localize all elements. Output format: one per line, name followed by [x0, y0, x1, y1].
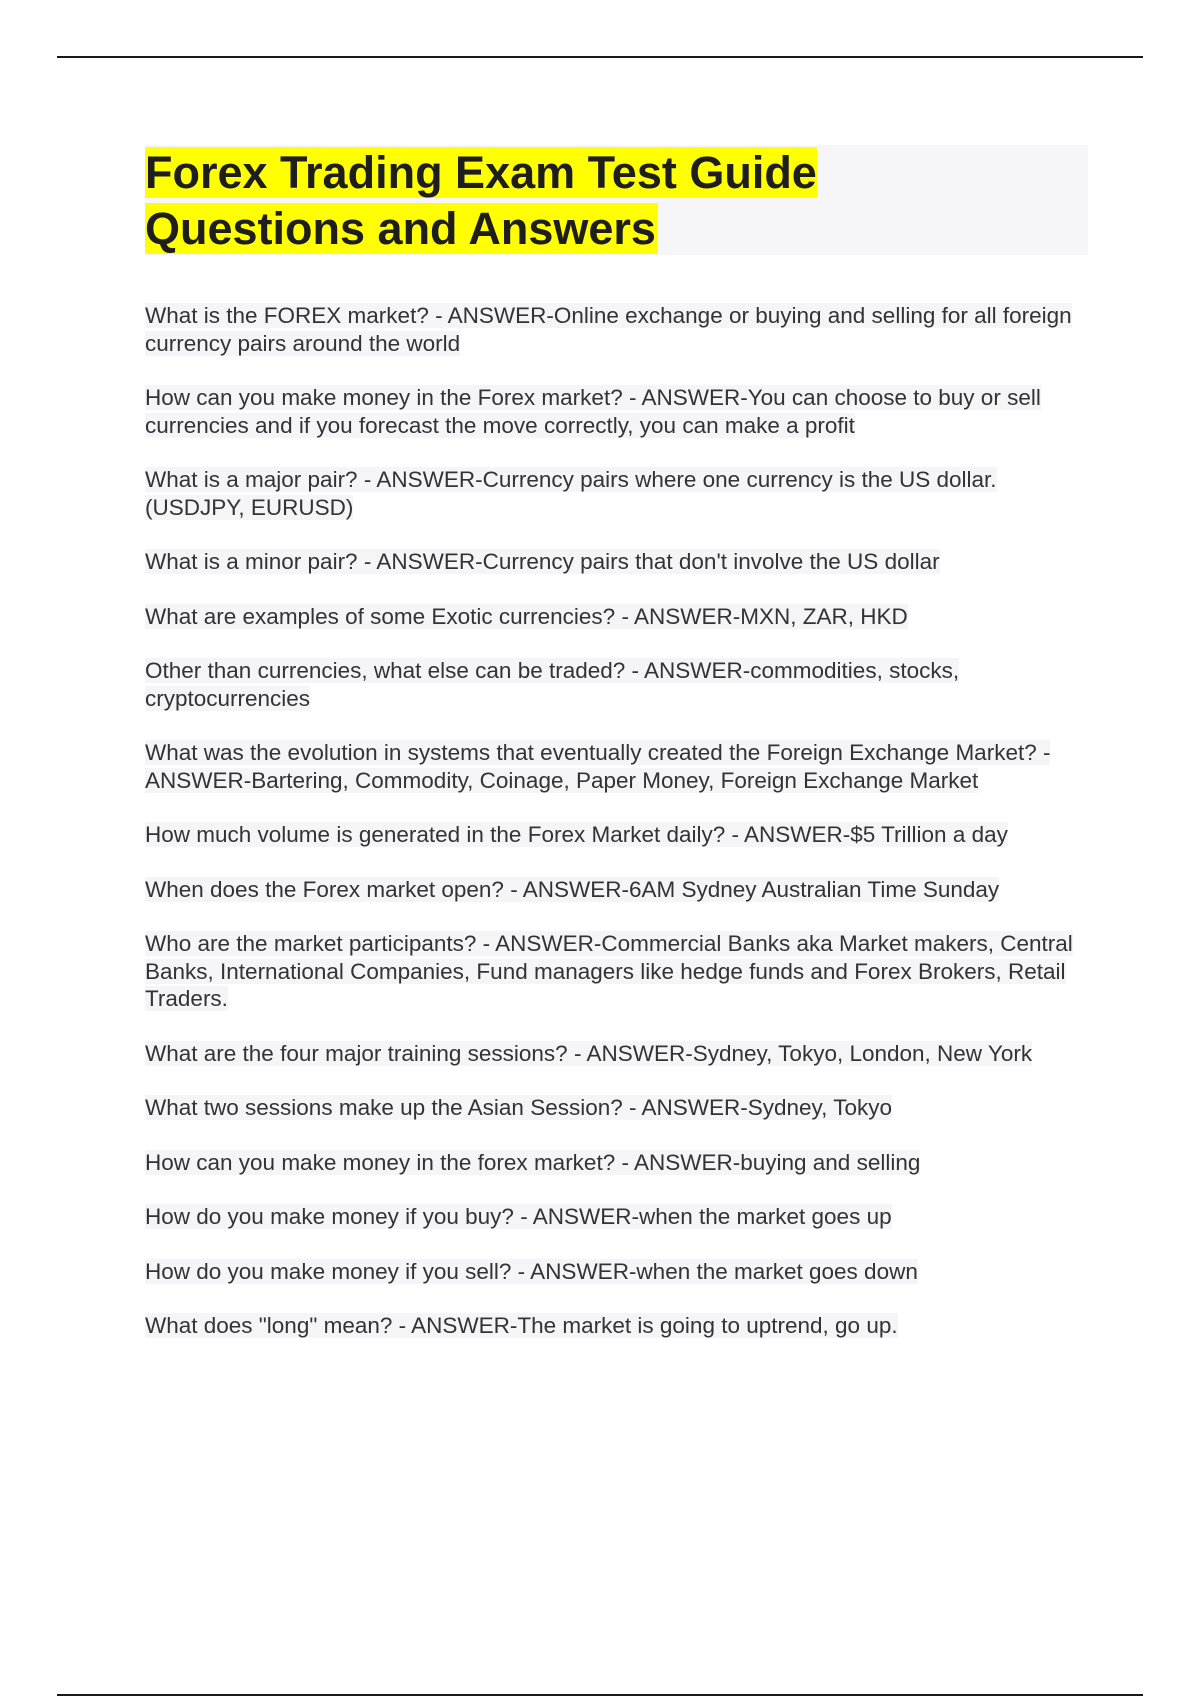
qa-item	[145, 1040, 1090, 1068]
qa-text: What is the FOREX market? - ANSWER-Online exchange or buying and selling for all foreign currency pairs around the world	[145, 303, 1072, 356]
qa-item	[145, 1203, 1090, 1231]
qa-item	[145, 1312, 1090, 1340]
top-rule	[57, 56, 1143, 58]
title-highlight: Forex Trading Exam Test Guide Questions and Answers	[145, 147, 817, 254]
qa-text: What are the four major training sessions? - ANSWER-Sydney, Tokyo, London, New York	[145, 1040, 1033, 1066]
qa-text: What are examples of some Exotic currencies? - ANSWER-MXN, ZAR, HKD	[145, 603, 908, 629]
qa-text: How can you make money in the Forex market? - ANSWER-You can choose to buy or sell currencies and if you forecast the move correctly, you can make a profit	[145, 385, 1041, 438]
qa-text: What does "long" mean? - ANSWER-The market is going to uptrend, go up.	[145, 1313, 898, 1338]
qa-text: When does the Forex market open? - ANSWER-6AM Sydney Australian Time Sunday	[145, 876, 1000, 902]
qa-item	[145, 930, 1090, 1013]
qa-text: Other than currencies, what else can be traded? - ANSWER-commodities, stocks, cryptocurrencies	[145, 658, 960, 711]
qa-item	[145, 302, 1090, 357]
qa-item	[145, 657, 1090, 712]
qa-item	[145, 876, 1090, 904]
qa-text: How can you make money in the forex market? - ANSWER-buying and selling	[145, 1149, 921, 1175]
page-title	[145, 145, 905, 257]
title-block	[145, 145, 1088, 255]
qa-text: What was the evolution in systems that eventually created the Foreign Exchange Market? - ANSWER-Bartering, Commodity, Coinage, Paper Money, Foreign Exchange Market	[145, 740, 1051, 793]
qa-text: How do you make money if you sell? - ANSWER-when the market goes down	[145, 1258, 918, 1284]
qa-item	[145, 1149, 1090, 1177]
bottom-rule	[57, 1694, 1143, 1696]
qa-text: What is a minor pair? - ANSWER-Currency pairs that don't involve the US dollar	[145, 549, 940, 574]
qa-item	[145, 1258, 1090, 1286]
qa-item	[145, 466, 1090, 521]
qa-text: What is a major pair? - ANSWER-Currency pairs where one currency is the US dollar. (USDJPY, EURUSD)	[145, 467, 997, 520]
qa-text: Who are the market participants? - ANSWER-Commercial Banks aka Market makers, Central Banks, International Companies, Fund managers like hedge funds and Forex Brokers, Retail Traders.	[145, 931, 1073, 1011]
qa-item	[145, 548, 1090, 576]
qa-item	[145, 821, 1090, 849]
qa-text: What two sessions make up the Asian Session? - ANSWER-Sydney, Tokyo	[145, 1095, 893, 1120]
qa-text: How much volume is generated in the Forex Market daily? - ANSWER-$5 Trillion a day	[145, 822, 1008, 847]
qa-text: How do you make money if you buy? - ANSWER-when the market goes up	[145, 1204, 892, 1229]
qa-list	[145, 302, 1090, 1367]
qa-item	[145, 384, 1090, 439]
qa-item	[145, 603, 1090, 631]
qa-item	[145, 1094, 1090, 1122]
qa-item	[145, 739, 1090, 794]
